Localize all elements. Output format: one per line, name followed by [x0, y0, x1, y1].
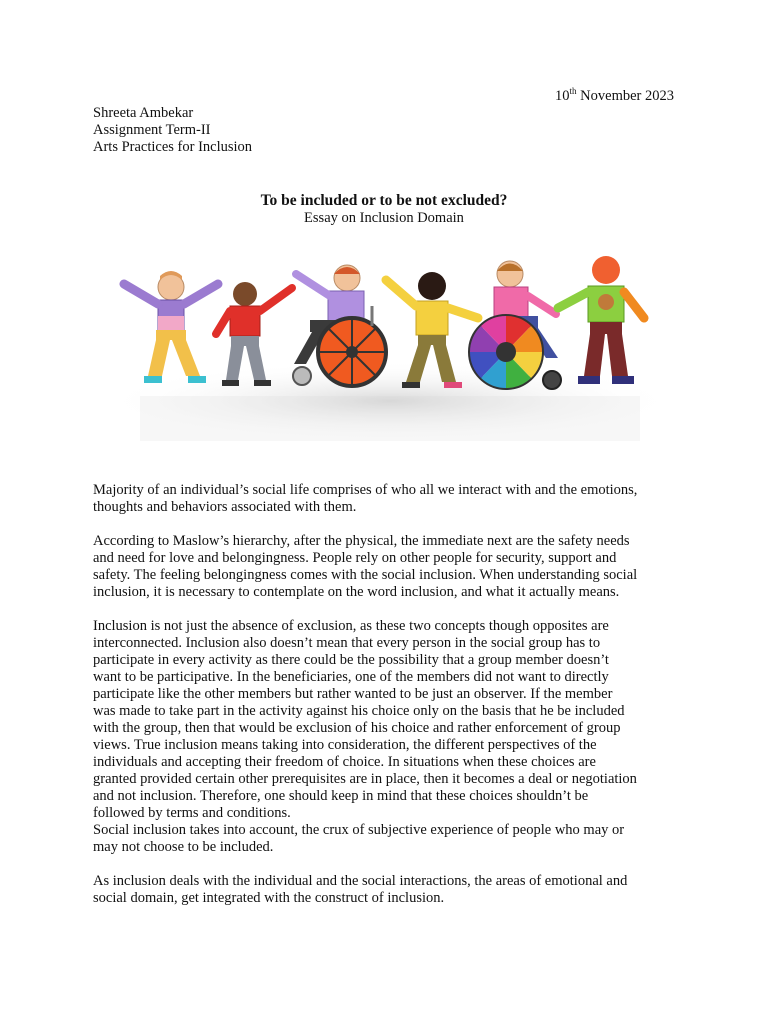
wheelchair-figure-orange	[293, 265, 386, 386]
course-name: Arts Practices for Inclusion	[93, 139, 253, 155]
paragraph-intro: Majority of an individual’s social life comprises of who all we interact with and the emotions, thoughts and behaviors associated with them.	[93, 482, 638, 515]
essay-subtitle: Essay on Inclusion Domain	[304, 210, 464, 226]
paragraph-inclusion: Inclusion is not just the absence of exclusion, as these two concepts though opposites are interconnected. Inclusion also doesn’t mean that every person in the social group has to participate in every activity as there could be the possibility that a group member doesn’t want to be participative. In the beneficiaries, one of the members did not want to directly participate like the other members but rather wanted to be just an observer. If the member was made to take part in the activity against his choice only on the basis that he be included with the group, then that would be exclusion of his choice and rather enforcement of group views. True inclusion means taking into consideration, the different perspectives of the individuals and accepting their freedom of choice. In situations when these choices are granted provided certain other prerequisites are in place, then it becomes a deal or negotiation and not inclusion. Therefore, one should keep in mind that these choices shouldn’t be followed by terms and conditions.	[93, 618, 637, 821]
paragraph-maslow: According to Maslow’s hierarchy, after the physical, the immediate next are the safety needs and need for love and belongingness. People rely on other people for security, support and safety. The feeling belongingness comes with the social inclusion. When understanding social inclusion, it is necessary to contemplate on the word inclusion, and what it actually means.	[93, 533, 638, 600]
paragraph-conclusion: As inclusion deals with the individual and the social interactions, the areas of emotional and social domain, get integrated with the construct of inclusion.	[93, 873, 628, 906]
assignment-name: Assignment Term-II	[93, 122, 211, 138]
author-name: Shreeta Ambekar	[93, 105, 194, 121]
paragraph-social-inclusion: Social inclusion takes into account, the crux of subjective experience of people who may or may not choose to be included.	[93, 822, 625, 855]
title-block	[0, 192, 768, 227]
inclusion-illustration	[100, 246, 680, 460]
child-figure-green	[558, 256, 644, 384]
header-block	[93, 105, 252, 156]
essay-body	[93, 482, 678, 907]
document-date: 10th November 2023	[555, 86, 674, 104]
rainbow-wheel	[470, 316, 542, 388]
essay-title: To be included or to be not excluded?	[260, 192, 508, 209]
child-figure-purple	[124, 271, 218, 383]
